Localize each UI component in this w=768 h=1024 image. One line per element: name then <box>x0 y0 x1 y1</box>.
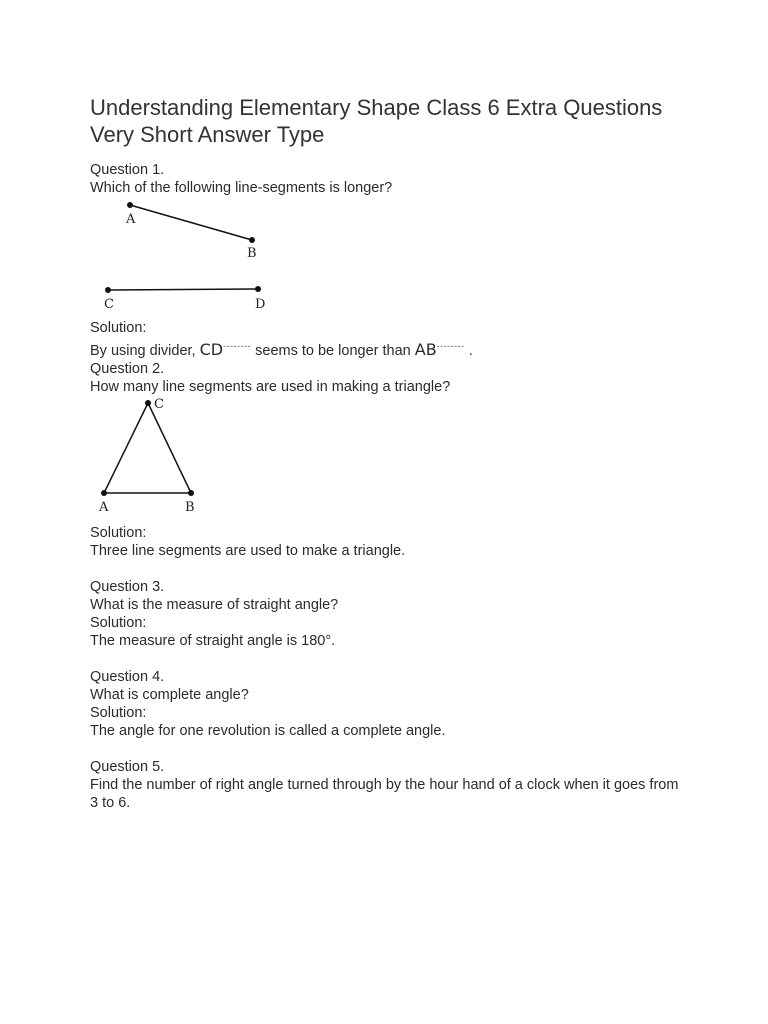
segment-ab <box>130 205 252 240</box>
question-1-text: Which of the following line-segments is longer? <box>90 180 393 196</box>
spacer <box>90 740 690 758</box>
label-c: C <box>104 297 114 312</box>
triangle-figure <box>90 396 290 524</box>
question-2-label: Question 2. <box>90 361 165 377</box>
spacer <box>90 560 690 578</box>
question-4-label: Question 4. <box>90 669 165 685</box>
solution-3-text: The measure of straight angle is 180°. <box>90 633 336 649</box>
label-b: B <box>185 500 195 515</box>
label-c: C <box>154 397 164 412</box>
point-d <box>255 286 261 292</box>
question-2-text: How many line segments are used in making a triangle? <box>90 379 451 395</box>
triangle-abc <box>104 403 191 493</box>
solution-1-text <box>90 337 690 360</box>
point-c <box>145 400 151 406</box>
page-title: Understanding Elementary Shape Class 6 Extra Questions Very Short Answer Type <box>90 95 663 147</box>
point-b <box>188 490 194 496</box>
solution-2-label: Solution: <box>90 525 147 541</box>
question-3-label: Question 3. <box>90 579 165 595</box>
point-b <box>249 237 255 243</box>
segment-ab-notation: AB <box>414 340 437 359</box>
label-a: A <box>126 212 136 227</box>
question-5-label: Question 5. <box>90 759 165 775</box>
solution-3-label: Solution: <box>90 615 147 631</box>
label-a: A <box>99 500 109 515</box>
solution-2-text: Three line segments are used to make a triangle. <box>90 543 406 559</box>
point-a <box>127 202 133 208</box>
question-1-label: Question 1. <box>90 162 165 178</box>
line-segments-figure <box>90 197 290 319</box>
point-c <box>105 287 111 293</box>
label-d: D <box>255 297 266 312</box>
segment-cd-notation: CD <box>199 340 224 359</box>
overline-dashes: -------- <box>223 341 252 351</box>
question-4-text: What is complete angle? <box>90 687 249 703</box>
solution-4-text: The angle for one revolution is called a complete angle. <box>90 723 446 739</box>
document-page <box>90 94 690 812</box>
answer-prefix: By using divider, <box>90 343 196 359</box>
spacer <box>90 650 690 668</box>
answer-mid: seems to be longer than <box>255 343 411 359</box>
solution-1-label: Solution: <box>90 320 147 336</box>
question-3-text: What is the measure of straight angle? <box>90 597 339 613</box>
solution-4-label: Solution: <box>90 705 147 721</box>
label-b: B <box>247 246 257 261</box>
question-5-text: Find the number of right angle turned through by the hour hand of a clock when it goes from 3 to 6. <box>90 777 679 811</box>
segment-cd <box>108 289 258 290</box>
point-a <box>101 490 107 496</box>
answer-end: . <box>468 343 473 359</box>
overline-dashes: -------- <box>436 341 465 351</box>
